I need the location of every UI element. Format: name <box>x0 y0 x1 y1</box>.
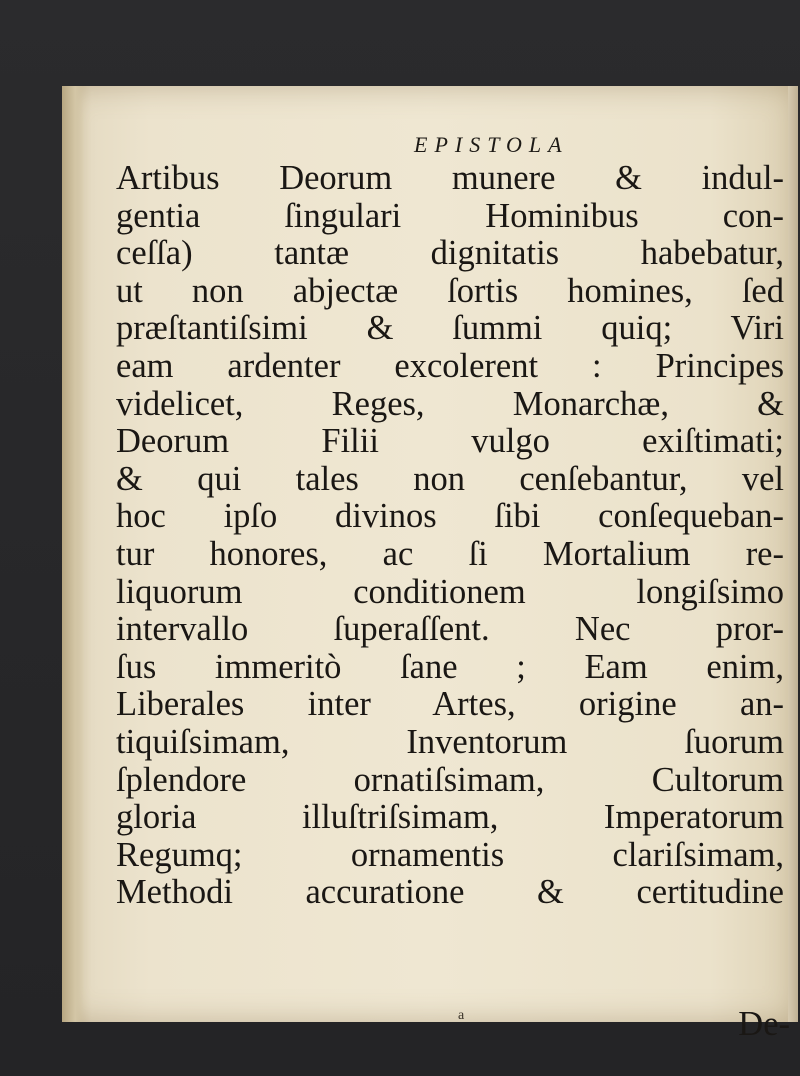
body-text <box>116 160 784 912</box>
text-line: Artibus Deorum munere & indul- <box>116 159 784 197</box>
page-fore-edge <box>788 86 798 1022</box>
text-line: intervallo ſuperaſſent. Nec pror- <box>116 610 784 649</box>
page-gutter-shadow <box>62 86 84 1022</box>
running-head: EPISTOLA <box>414 132 569 157</box>
text-line: eam ardenter excolerent : Principes <box>116 346 784 385</box>
text-line: ut non abjectæ ſortis homines, ſed <box>116 271 784 310</box>
text-line: Deorum Filii vulgo exiſtimati; <box>116 422 784 461</box>
text-line: præſtantiſsimi & ſummi quiq; Viri <box>116 309 784 348</box>
text-line: Liberales inter Artes, origine an- <box>116 685 784 724</box>
text-line: liquorum conditionem longiſsimo <box>116 572 784 611</box>
signature-mark: a <box>458 1008 465 1023</box>
text-line: gloria illuſtriſsimam, Imperatorum <box>116 798 784 837</box>
text-line: ſplendore ornatiſsimam, Cultorum <box>116 760 784 799</box>
text-line: ceſſa) tantæ dignitatis habebatur, <box>116 234 784 273</box>
text-line: hoc ipſo divinos ſibi conſequeban- <box>116 497 784 536</box>
catchword: De- <box>738 1005 790 1043</box>
text-line: Regumq; ornamentis clariſsimam, <box>116 835 784 874</box>
text-line: ſus immeritò ſane ; Eam enim, <box>116 647 784 686</box>
text-line: Methodi accuratione & certitudine <box>116 873 784 912</box>
text-line: tiquiſsimam, Inventorum ſuorum <box>116 722 784 761</box>
text-line: videlicet, Reges, Monarchæ, & <box>116 384 784 423</box>
text-line: & qui tales non cenſebantur, vel <box>116 459 784 498</box>
text-line: tur honores, ac ſi Mortalium re- <box>116 534 784 573</box>
text-line: gentia ſingulari Hominibus con- <box>116 196 784 235</box>
